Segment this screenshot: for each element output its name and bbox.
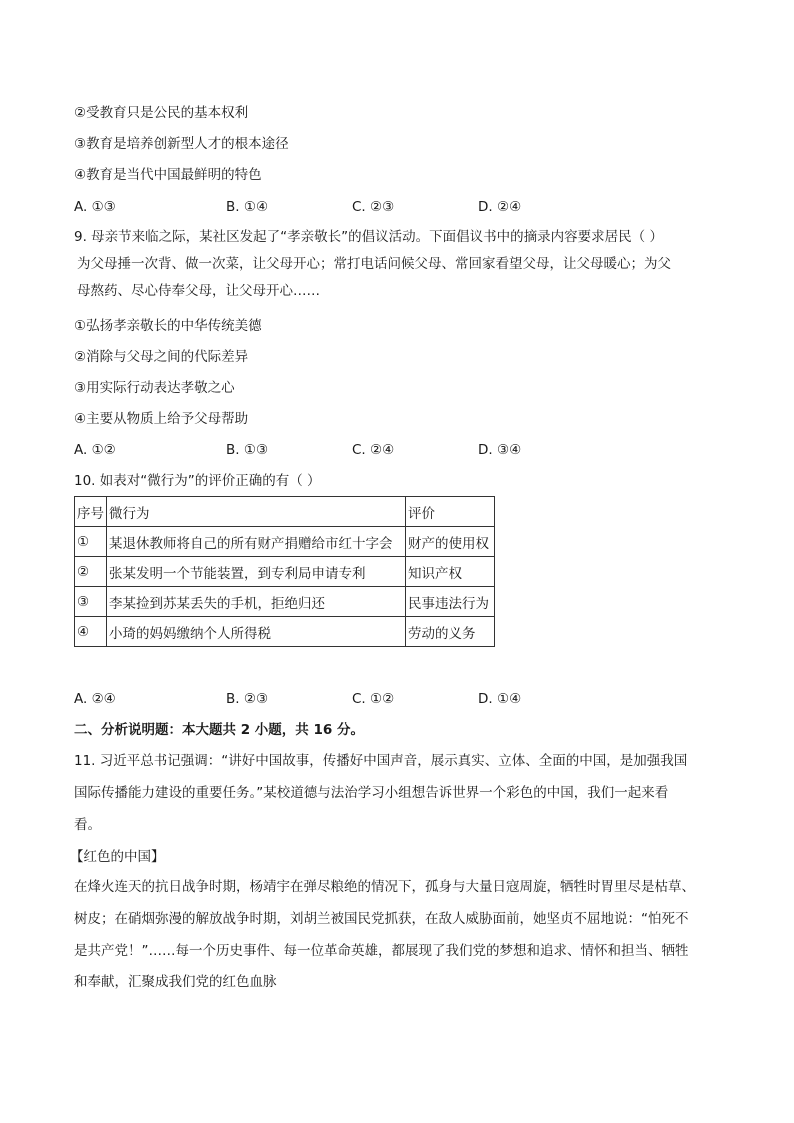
table-row: [75, 587, 495, 617]
q9-option-b: B. ①③: [226, 442, 269, 458]
q11-line-1: 11. 习近平总书记强调：“讲好中国故事，传播好中国声音，展示真实、立体、全面的中国，是加强我国: [74, 753, 688, 769]
q9-item-4: ④主要从物质上给予父母帮助: [74, 411, 249, 427]
table-cell: ①: [75, 527, 107, 557]
table-cell: ③: [75, 587, 107, 617]
q8-option-c: C. ②③: [352, 199, 395, 215]
q10-option-d: D. ①④: [478, 691, 522, 707]
table-cell: ②: [75, 557, 107, 587]
q8-option-b: B. ①④: [226, 199, 269, 215]
table-cell: 财产的使用权: [406, 527, 495, 557]
q8-item-2: ②受教育只是公民的基本权利: [74, 105, 249, 121]
table-row: [75, 557, 495, 587]
table-cell: ④: [75, 617, 107, 647]
q9-option-a: A. ①②: [74, 442, 116, 458]
table-header-cell: 微行为: [107, 497, 406, 527]
table-cell: 某退休教师将自己的所有财产捐赠给市红十字会: [107, 527, 406, 557]
q8-item-3: ③教育是培养创新型人才的根本途径: [74, 136, 289, 152]
q9-item-2: ②消除与父母之间的代际差异: [74, 349, 249, 365]
table-cell: 李某捡到苏某丢失的手机，拒绝归还: [107, 587, 406, 617]
q11-para-line-4: 和奉献，汇聚成我们党的红色血脉: [74, 974, 277, 990]
q9-stem-line-3: 母熬药、尽心侍奉父母，让父母开心……: [77, 283, 320, 299]
q9-option-d: D. ③④: [478, 442, 522, 458]
q9-option-c: C. ②④: [352, 442, 395, 458]
table-cell: 民事违法行为: [406, 587, 495, 617]
q8-option-a: A. ①③: [74, 199, 116, 215]
q11-para-line-1: 在烽火连天的抗日战争时期，杨靖宇在弹尽粮绝的情况下，孤身与大量日寇周旋，牺牲时胃里尽是枯草、: [74, 879, 695, 895]
table-header-row: [75, 497, 495, 527]
q11-para-line-2: 树皮；在硝烟弥漫的解放战争时期，刘胡兰被国民党抓获，在敌人威胁面前，她坚贞不屈地说：“怕死不: [74, 911, 689, 927]
table-header-cell: 序号: [75, 497, 107, 527]
q11-line-2: 国际传播能力建设的重要任务。”某校道德与法治学习小组想告诉世界一个彩色的中国，我们一起来看: [74, 785, 669, 801]
table-row: [75, 527, 495, 557]
table-header-cell: 评价: [406, 497, 495, 527]
q10-table: [74, 496, 495, 647]
q11-subheading: 【红色的中国】: [70, 849, 165, 865]
table-cell: 劳动的义务: [406, 617, 495, 647]
q8-item-4: ④教育是当代中国最鲜明的特色: [74, 167, 262, 183]
q9-item-1: ①弘扬孝亲敬长的中华传统美德: [74, 318, 262, 334]
table-cell: 张某发明一个节能装置，到专利局申请专利: [107, 557, 406, 587]
table-cell: 知识产权: [406, 557, 495, 587]
q9-stem-line-1: 9. 母亲节来临之际，某社区发起了“孝亲敬长”的倡议活动。下面倡议书中的摘录内容要求居民（ ）: [74, 229, 663, 245]
section-title: 二、分析说明题：本大题共 2 小题，共 16 分。: [74, 722, 364, 738]
q11-line-3: 看。: [74, 817, 101, 833]
q10-stem: 10. 如表对“微行为”的评价正确的有（ ）: [74, 473, 321, 489]
q10-option-c: C. ①②: [352, 691, 395, 707]
q9-item-3: ③用实际行动表达孝敬之心: [74, 380, 235, 396]
q11-para-line-3: 是共产党！”……每一个历史事件、每一位革命英雄，都展现了我们党的梦想和追求、情怀和担当、牺牲: [74, 943, 689, 959]
q10-option-a: A. ②④: [74, 691, 116, 707]
q10-option-b: B. ②③: [226, 691, 269, 707]
table-cell: 小琦的妈妈缴纳个人所得税: [107, 617, 406, 647]
table-row: [75, 617, 495, 647]
q9-stem-line-2: 为父母捶一次背、做一次菜，让父母开心；常打电话问候父母、常回家看望父母，让父母暖心；为父: [77, 256, 671, 272]
q8-option-d: D. ②④: [478, 199, 522, 215]
